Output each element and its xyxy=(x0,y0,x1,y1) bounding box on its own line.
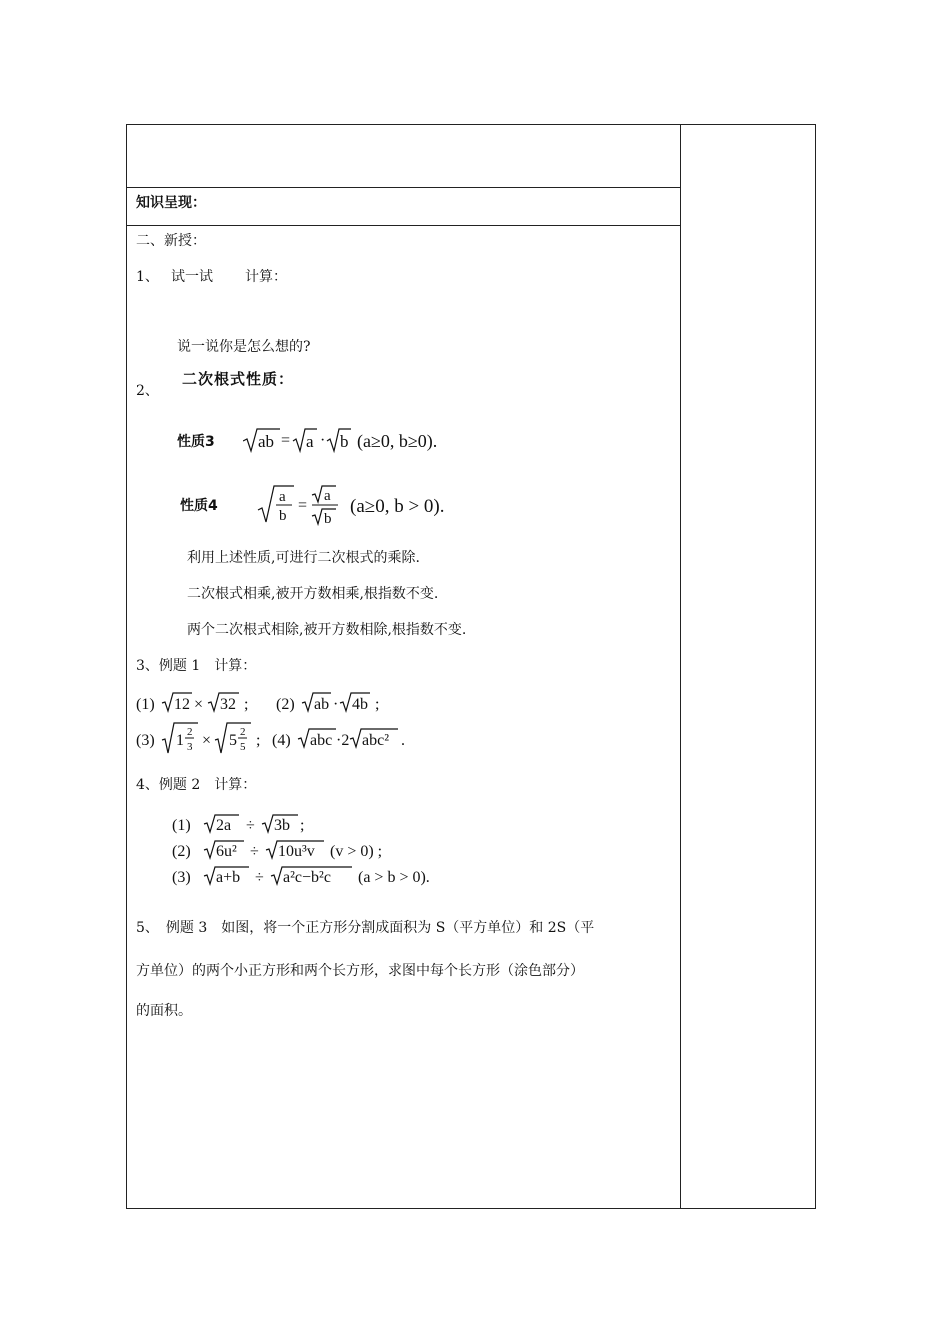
prompt-text: 说一说你是怎么想的? xyxy=(177,339,311,355)
whole-part: 5 xyxy=(229,732,237,749)
equals-sign: = xyxy=(298,497,308,514)
properties-heading: 二次根式性质： xyxy=(182,370,295,388)
radicand: 32 xyxy=(220,696,236,713)
radicand: 2a xyxy=(216,817,232,834)
numerator: a xyxy=(324,488,331,504)
problem-number: (4) xyxy=(272,732,291,749)
radicand: 3b xyxy=(274,817,290,834)
problem-number: (2) xyxy=(276,696,295,713)
separator: ; xyxy=(256,732,261,749)
times-operator: × xyxy=(202,732,212,749)
item-number: 1、 xyxy=(136,269,159,285)
fraction-numerator: 2 xyxy=(187,726,193,738)
radicand: abc² xyxy=(362,732,389,749)
example-3-text: 的面积。 xyxy=(136,1003,192,1019)
example-3-text: 5、 例题 3 如图，将一个正方形分割成面积为 S（平方单位）和 2S（平 xyxy=(136,920,595,936)
radicand: a+b xyxy=(216,869,241,886)
example-1-row-1 xyxy=(136,690,436,716)
knowledge-label: 知识呈现： xyxy=(136,195,206,211)
numerator: a xyxy=(279,489,286,505)
compute-label: 计算： xyxy=(245,269,287,285)
condition: (a≥0, b≥0). xyxy=(357,431,438,451)
radicand: 10u³v xyxy=(278,843,315,860)
note-text: 利用上述性质,可进行二次根式的乘除. xyxy=(187,550,420,566)
divide-operator: ÷ xyxy=(246,817,255,834)
radicand: 4b xyxy=(352,696,368,713)
note-text: 二次根式相乘,被开方数相乘,根指数不变. xyxy=(187,586,439,602)
row-divider xyxy=(126,225,681,226)
condition: (v > 0) ; xyxy=(330,843,383,860)
radicand: a²c−b²c xyxy=(283,869,331,886)
radicand: ab xyxy=(314,696,330,713)
dot-operator: · xyxy=(333,696,339,713)
example-2-problems xyxy=(172,810,492,892)
condition: (a≥0, b > 0). xyxy=(350,496,445,517)
item-number: 2、 xyxy=(136,383,159,399)
separator: ; xyxy=(244,696,249,713)
separator: ; xyxy=(375,696,380,713)
coefficient: ·2 xyxy=(336,732,350,749)
row-divider xyxy=(126,187,681,188)
denominator: b xyxy=(324,511,332,527)
times-operator: × xyxy=(194,696,204,713)
example-3-text: 方单位）的两个小正方形和两个长方形，求图中每个长方形（涂色部分） xyxy=(136,963,584,979)
divide-operator: ÷ xyxy=(255,869,264,886)
try-label: 试一试 xyxy=(171,269,213,285)
column-divider xyxy=(680,124,681,1209)
equals-sign: = xyxy=(281,432,291,449)
radicand: a xyxy=(306,432,314,451)
radicand: 6u² xyxy=(216,843,237,860)
radicand: ab xyxy=(258,432,275,451)
property-4-formula xyxy=(256,482,496,528)
example-2-title: 4、例题 2 计算： xyxy=(136,777,257,793)
fraction-denominator: 5 xyxy=(240,741,246,753)
fraction-denominator: 3 xyxy=(187,741,193,753)
denominator: b xyxy=(279,508,287,524)
note-text: 两个二次根式相除,被开方数相除,根指数不变. xyxy=(187,622,467,638)
condition: (a > b > 0). xyxy=(358,869,430,886)
radicand: 12 xyxy=(174,696,190,713)
property-3-formula xyxy=(243,424,483,458)
problem-number: (1) xyxy=(172,817,191,834)
fraction-numerator: 2 xyxy=(240,726,246,738)
divide-operator: ÷ xyxy=(250,843,259,860)
radical-sign xyxy=(258,486,294,522)
radicand: b xyxy=(340,432,349,451)
dot-operator: · xyxy=(320,432,326,449)
separator: . xyxy=(401,732,405,749)
radicand: abc xyxy=(310,732,333,749)
property-label: 性质4 xyxy=(180,498,218,514)
problem-number: (3) xyxy=(172,869,191,886)
problem-number: (1) xyxy=(136,696,155,713)
problem-number: (3) xyxy=(136,732,155,749)
problem-number: (2) xyxy=(172,843,191,860)
whole-part: 1 xyxy=(176,732,184,749)
example-1-row-2 xyxy=(136,720,456,758)
property-label: 性质3 xyxy=(177,434,215,450)
section-title: 二、新授： xyxy=(136,233,206,249)
separator: ; xyxy=(300,817,305,834)
example-1-title: 3、例题 1 计算： xyxy=(136,658,257,674)
